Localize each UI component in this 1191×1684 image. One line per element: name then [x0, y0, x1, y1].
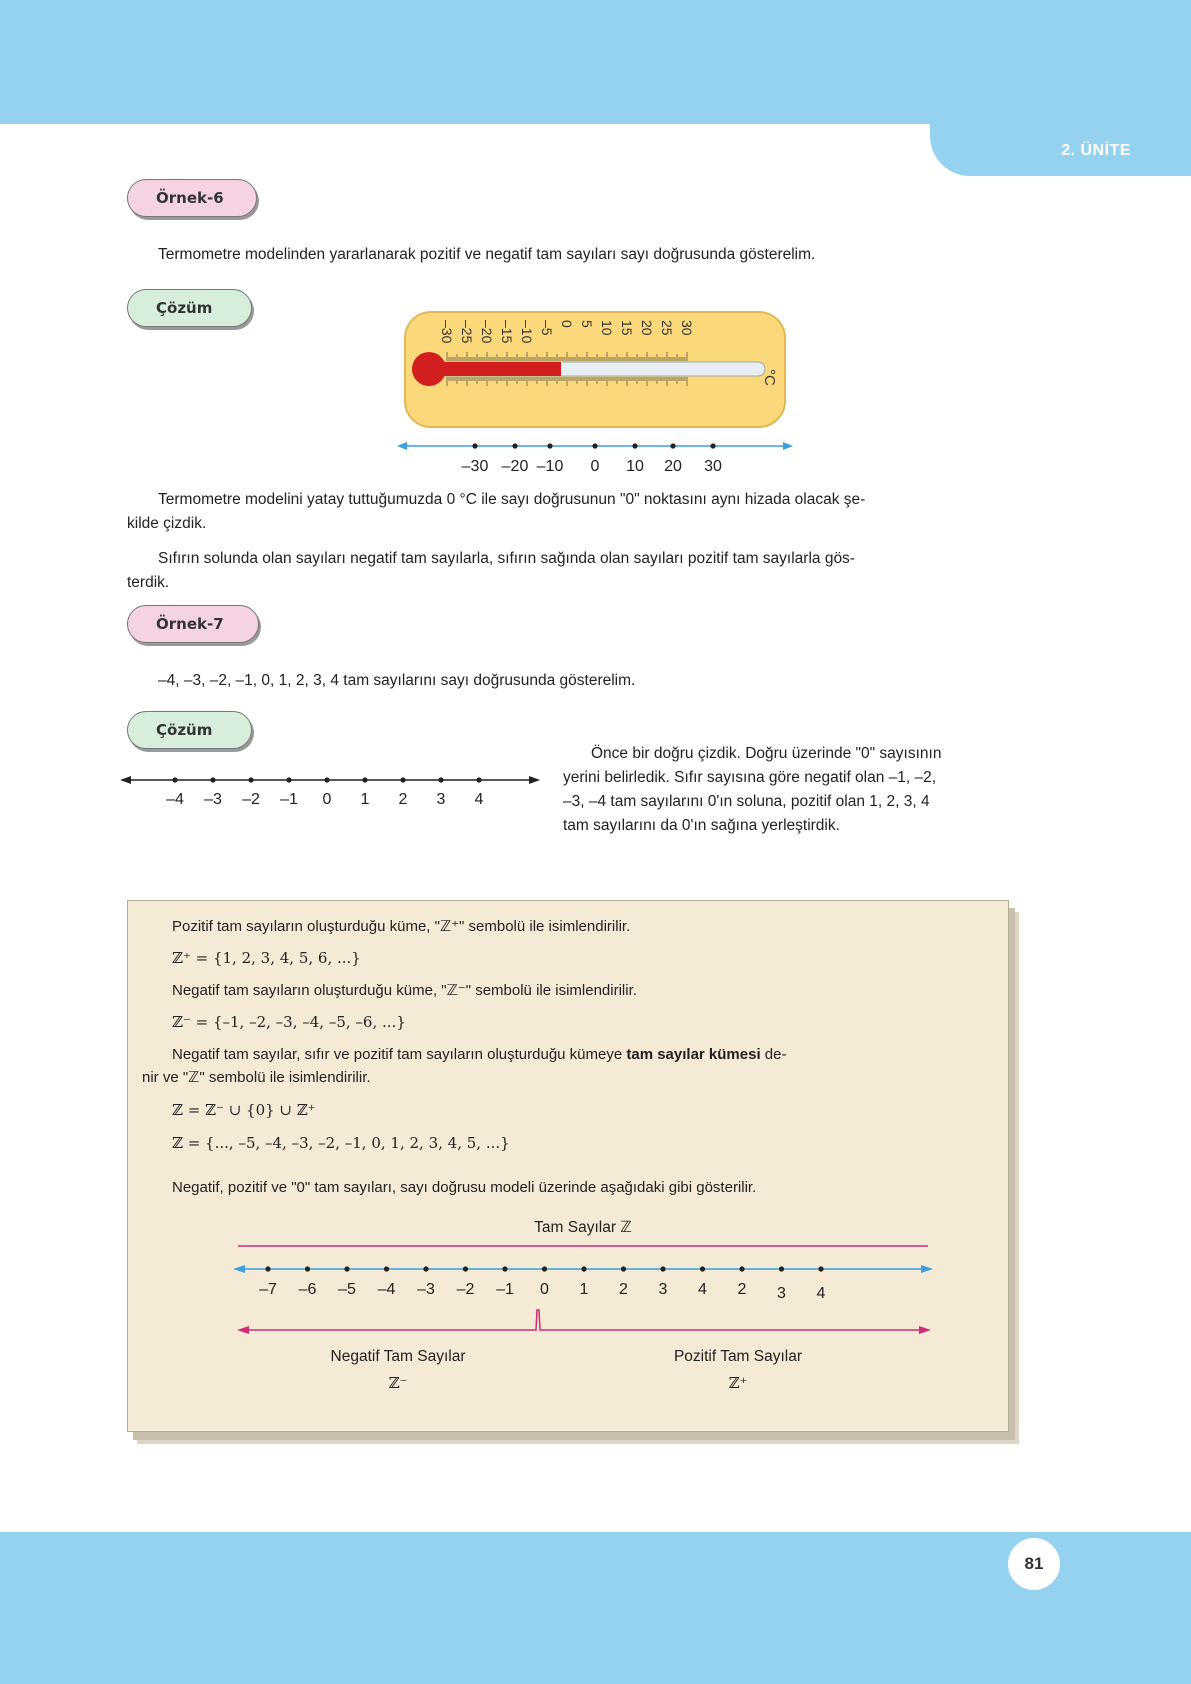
number-line-label: 3 — [777, 1285, 786, 1302]
example-7-explanation-line: yerini belirledik. Sıfır sayısına göre negatif olan –1, –2, — [563, 769, 937, 786]
number-line-label: –6 — [298, 1281, 317, 1298]
thermometer-scale-label: –15 — [499, 320, 515, 344]
number-line-point — [542, 1266, 547, 1271]
number-line-label: 20 — [664, 458, 682, 475]
number-line-label: –7 — [259, 1281, 277, 1298]
number-line-label: –5 — [338, 1281, 356, 1298]
number-line-label: 0 — [590, 458, 600, 475]
page-number: 81 — [1008, 1538, 1060, 1590]
thermometer-figure — [395, 305, 815, 480]
negative-integers-symbol: ℤ⁻ — [388, 1374, 408, 1392]
example-6-explanation-2a: Sıfırın solunda olan sayıları negatif tam sayılarla, sıfırın sağında olan sayıları pozitif tam sayılarla gös- — [158, 550, 855, 567]
number-line-point — [710, 443, 715, 448]
negative-range-arrow — [237, 1326, 249, 1334]
note-line-1: Pozitif tam sayıların oluşturduğu küme, "ℤ⁺" sembolü ile isimlendirilir. — [172, 918, 631, 935]
number-line-point — [632, 443, 637, 448]
number-line-label: 1 — [579, 1281, 589, 1298]
number-line-label: 4 — [474, 791, 484, 808]
positive-range-arrow — [919, 1326, 931, 1334]
number-line-label: 30 — [704, 458, 722, 475]
note-line-4: nir ve "ℤ" sembolü ile isimlendirilir. — [142, 1069, 371, 1086]
note-set-negative: ℤ⁻ = {–1, –2, –3, –4, –5, –6, ...} — [172, 1013, 406, 1031]
number-line-label: 0 — [322, 791, 332, 808]
number-line-label: –30 — [461, 458, 489, 475]
zero-marker — [531, 1310, 545, 1330]
number-line-point — [700, 1266, 705, 1271]
thermometer-unit: °C — [761, 369, 778, 386]
number-line-label: –2 — [242, 791, 260, 808]
integers-number-line-diagram — [233, 1206, 933, 1426]
thermometer-scale-label: –25 — [459, 320, 475, 344]
number-line-label: 0 — [540, 1281, 549, 1298]
number-line-label: 3 — [436, 791, 446, 808]
number-line-point — [512, 443, 517, 448]
example-7-solution-badge: Çözüm — [127, 711, 252, 749]
integers-line-left-arrow — [233, 1265, 245, 1273]
number-line-label: 2 — [619, 1281, 628, 1298]
number-line-label: –4 — [166, 791, 184, 808]
example-6-explanation-1a: Termometre modelini yatay tuttuğumuzda 0 °C ile sayı doğrusunun "0" noktasını aynı hizada olacak şe- — [158, 491, 866, 508]
example-6-explanation-2b: terdik. — [127, 574, 170, 591]
thermo-number-line-left-arrow — [397, 442, 407, 450]
thermometer-scale-label: –20 — [479, 320, 495, 344]
number-line-point — [592, 443, 597, 448]
note-line-2: Negatif tam sayıların oluşturduğu küme, "ℤ⁻" sembolü ile isimlendirilir. — [172, 982, 637, 999]
thermometer-scale-label: 30 — [679, 320, 695, 336]
number-line-point — [660, 1266, 665, 1271]
thermometer-bulb — [412, 352, 446, 386]
thermometer-scale-label: –5 — [539, 320, 555, 336]
thermometer-scale-label: –30 — [439, 320, 455, 344]
number-line-point — [172, 777, 177, 782]
number-line-label: –3 — [204, 791, 222, 808]
number-line-point — [286, 777, 291, 782]
number-line-point — [423, 1266, 428, 1271]
example-7-explanation-line: tam sayılarını da 0'ın sağına yerleştirdik. — [563, 817, 840, 834]
number-line-label: 2 — [398, 791, 408, 808]
example-7-prompt: –4, –3, –2, –1, 0, 1, 2, 3, 4 tam sayılarını sayı doğrusunda gösterelim. — [158, 672, 636, 689]
number-line-point — [305, 1266, 310, 1271]
number-line-label: 4 — [698, 1281, 707, 1298]
thermometer-scale-label: 15 — [619, 320, 635, 336]
number-line-label: –1 — [496, 1281, 514, 1298]
note-line-5: Negatif, pozitif ve "0" tam sayıları, sayı doğrusu modeli üzerinde aşağıdaki gibi gösterilir. — [172, 1179, 757, 1196]
unit-tab — [930, 124, 1191, 176]
number-line-label: –1 — [280, 791, 298, 808]
example-7-explanation-line: –3, –4 tam sayılarını 0'ın soluna, pozitif olan 1, 2, 3, 4 — [563, 793, 930, 810]
integers-note-card — [127, 900, 1009, 1432]
number-line-label: –20 — [501, 458, 529, 475]
number-line-point — [400, 777, 405, 782]
example-7-number-line — [120, 765, 540, 815]
number-line-point — [210, 777, 215, 782]
number-line-point — [476, 777, 481, 782]
thermometer-scale-label: –10 — [519, 320, 535, 344]
thermometer-scale-label: 20 — [639, 320, 655, 336]
negative-integers-label: Negatif Tam Sayılar — [330, 1348, 466, 1365]
number-line-point — [463, 1266, 468, 1271]
integers-label: Tam Sayılar ℤ — [534, 1219, 632, 1236]
number-line-point — [739, 1266, 744, 1271]
number-line-point — [779, 1266, 784, 1271]
header-band — [0, 0, 1191, 124]
positive-integers-label: Pozitif Tam Sayılar — [673, 1348, 803, 1365]
note-line-3-post: de- — [760, 1046, 787, 1063]
number-line-point — [344, 1266, 349, 1271]
number-line-point — [547, 443, 552, 448]
number-line-point — [438, 777, 443, 782]
number-line-point — [670, 443, 675, 448]
thermometer-scale-label: 10 — [599, 320, 615, 336]
example-7-badge: Örnek-7 — [127, 605, 259, 643]
positive-integers-symbol: ℤ⁺ — [728, 1374, 748, 1392]
note-line-3 — [172, 1044, 786, 1066]
number-line-label: 3 — [658, 1281, 668, 1298]
number-line-point — [324, 777, 329, 782]
note-set-union: ℤ = ℤ⁻ ∪ {0} ∪ ℤ⁺ — [172, 1101, 316, 1119]
note-set-positive: ℤ⁺ = {1, 2, 3, 4, 5, 6, ...} — [172, 949, 361, 967]
note-line-3-bold: tam sayılar kümesi — [626, 1046, 761, 1063]
unit-label: 2. ÜNİTE — [1061, 142, 1131, 159]
example-6-badge: Örnek-6 — [127, 179, 257, 217]
number-line-point — [502, 1266, 507, 1271]
thermometer-scale-label: 25 — [659, 320, 675, 336]
number-line-point — [248, 777, 253, 782]
number-line-label: 4 — [816, 1285, 826, 1302]
note-set-all: ℤ = {..., –5, –4, –3, –2, –1, 0, 1, 2, 3, 4, 5, ...} — [172, 1134, 510, 1152]
example-6-solution-badge: Çözüm — [127, 289, 252, 327]
number-line-point — [362, 777, 367, 782]
example-6-prompt: Termometre modelinden yararlanarak pozitif ve negatif tam sayıları sayı doğrusunda gösterelim. — [158, 246, 816, 263]
number-line-point — [581, 1266, 586, 1271]
number-line-point — [384, 1266, 389, 1271]
example-7-explanation-line: Önce bir doğru çizdik. Doğru üzerinde "0" sayısının — [591, 745, 942, 762]
note-line-3-pre: Negatif tam sayılar, sıfır ve pozitif tam sayıların oluşturduğu kümeye — [172, 1046, 627, 1063]
number-line-label: –3 — [417, 1281, 435, 1298]
example-6-explanation-1b: kilde çizdik. — [127, 515, 207, 532]
number-line-point — [265, 1266, 270, 1271]
number-line-label: –2 — [456, 1281, 475, 1298]
example-7-explanation — [563, 742, 1083, 838]
thermometer-scale-label: 5 — [579, 320, 595, 328]
number-line-point — [818, 1266, 823, 1271]
thermometer-mercury — [433, 362, 561, 376]
number-line-label: 1 — [360, 791, 370, 808]
number-line-point — [621, 1266, 626, 1271]
number-line-label: –10 — [536, 458, 564, 475]
integers-line-right-arrow — [921, 1265, 933, 1273]
thermometer-scale-label: 0 — [559, 320, 575, 328]
number-line-point — [472, 443, 477, 448]
thermo-number-line-right-arrow — [783, 442, 793, 450]
number-line-label: 10 — [626, 458, 644, 475]
number-line-label: 2 — [737, 1281, 747, 1298]
number-line-label: –4 — [377, 1281, 396, 1298]
